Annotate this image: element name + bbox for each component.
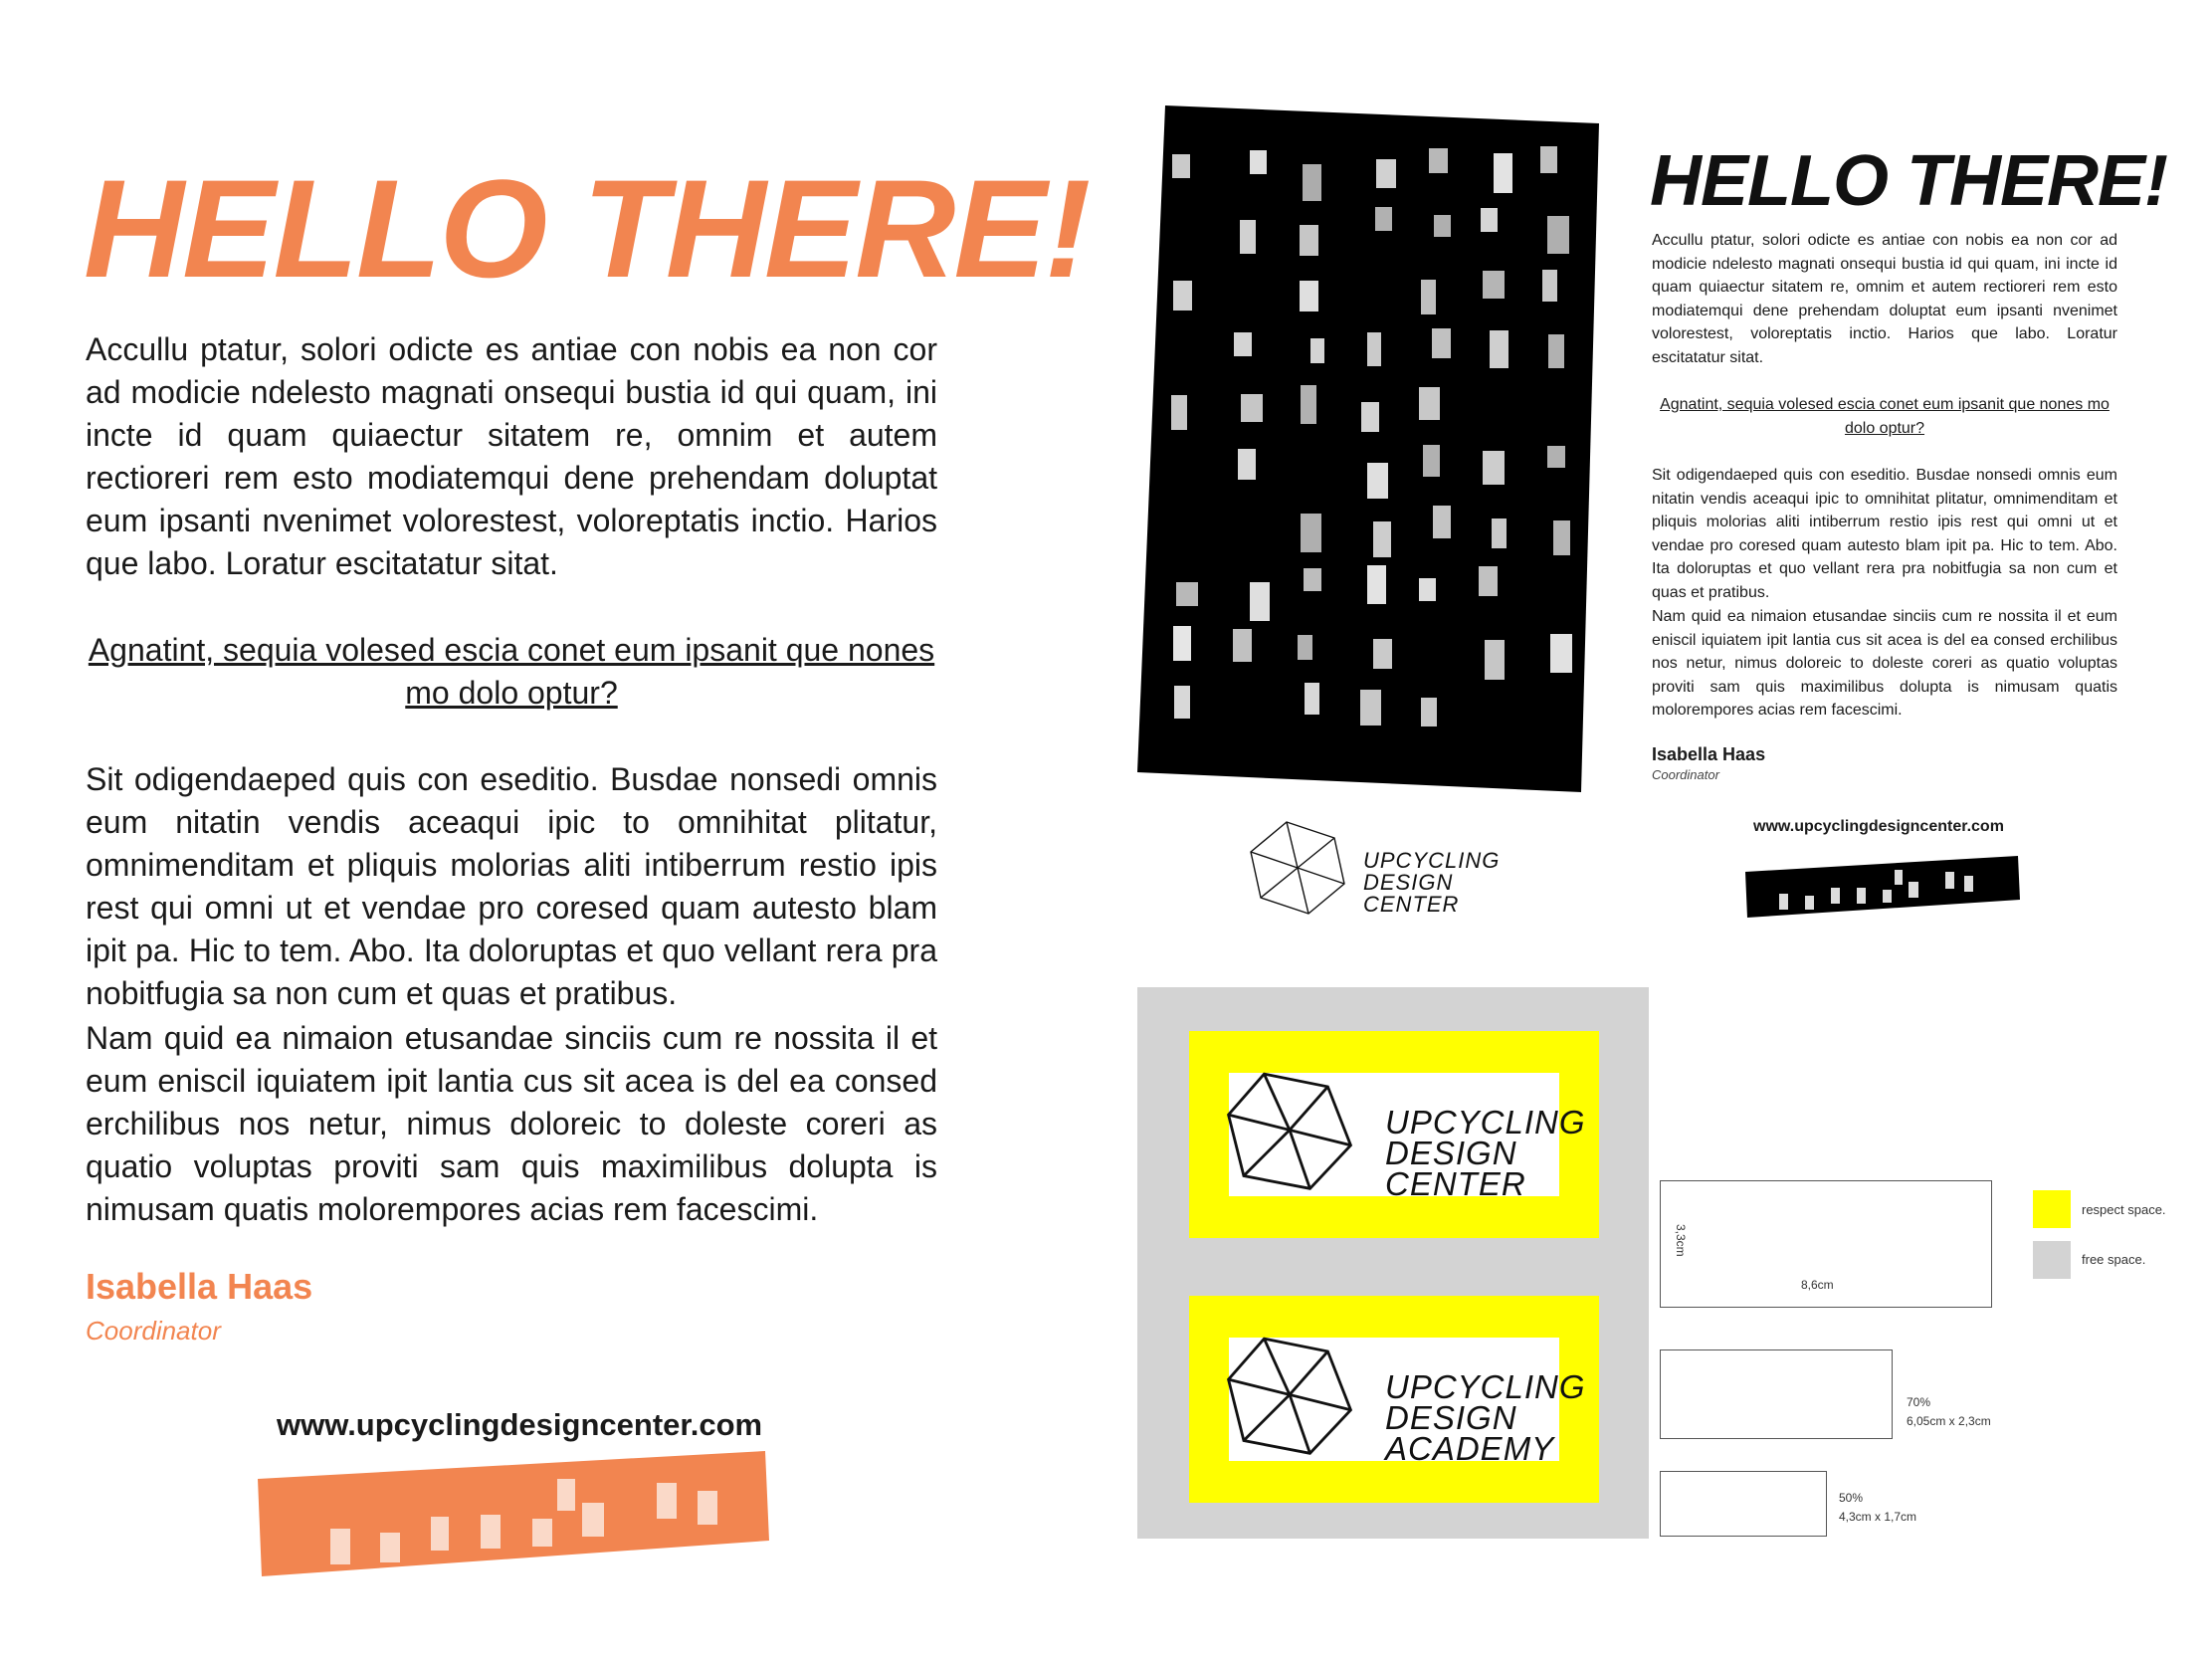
poster-brush-mark [1432, 328, 1451, 358]
poster-brush-mark [1300, 281, 1318, 311]
poster-brush-mark [1373, 521, 1391, 557]
intro-paragraph: Accullu ptatur, solori odicte es antiae con nobis ea non cor ad modicie ndelesto magnati onsequi bustia id qui quam, ini incte id quam quiaectur sitatem re, omnim et autem rectioreri rem esto modiatemqui dene prehendam doluptat eum ipsanti nvenimet volorestest, voloreptatis inctio. Harios que labo. Loratur escitatatur sitat. [86, 331, 937, 581]
flyer-intro-paragraph: Accullu ptatur, solori odicte es antiae con nobis ea non cor ad modicie ndelesto magnati onsequi bustia id qui quam, ini incte id quam quiaectur sitatem re, omnim et autem rectioreri rem esto modiatemqui dene prehendam doluptat eum ipsanti nvenimet volorestest, voloreptatis inctio. Harios que labo. Loratur escitatatur sitat. [1652, 232, 2117, 366]
size-spec-50 [1660, 1471, 1827, 1537]
hexagon-logo-icon [1226, 1334, 1353, 1461]
poster-brush-mark [1421, 698, 1437, 726]
poster-brush-mark [1301, 385, 1316, 424]
website-link[interactable]: www.upcyclingdesigncenter.com [277, 1407, 763, 1442]
poster-brush-mark [1361, 402, 1379, 432]
flyer-body-paragraph: Sit odigendaeped quis con eseditio. Busdae nonsedi omnis eum nitatin vendis aceaqui ipic to omnihitat plitatur, omnimenditam et pliquis molorias aliti intiberrum restio ipis rest qui omni ut et vendae pro coresed quam autesto blam ipit pa. Hic to tem. Abo. Ita doloruptas et quo vellant rera pra nobitfugia sa non cum et quas et pratibus. [1652, 467, 2117, 601]
poster-brush-mark [1176, 582, 1198, 606]
poster-brush-mark [1429, 148, 1448, 173]
poster-brush-mark [1300, 225, 1318, 256]
poster-brush-mark [1360, 690, 1381, 726]
poster-brush-mark [1542, 270, 1557, 302]
poster-brush-mark [1304, 568, 1321, 591]
poster-brush-mark [1171, 395, 1187, 430]
poster-brush-mark [1367, 332, 1381, 366]
flyer-author-name: Isabella Haas [1652, 744, 1766, 764]
orange-pattern-strip [254, 1445, 771, 1584]
spec-width-label: 8,6cm [1801, 1278, 1834, 1292]
poster-brush-mark [1419, 578, 1436, 601]
poster-brush-mark [1301, 514, 1321, 552]
poster-brush-mark [1250, 150, 1267, 174]
black-pattern-strip [1743, 854, 2022, 920]
poster-brush-mark [1547, 216, 1569, 254]
author-role: Coordinator [86, 1316, 221, 1346]
poster-brush-mark [1173, 281, 1192, 311]
hexagon-logo-icon [1249, 818, 1348, 918]
flyer-author-role: Coordinator [1652, 767, 1719, 782]
poster-brush-mark [1310, 338, 1324, 363]
poster-brush-mark [1298, 635, 1312, 660]
poster-brush-mark [1240, 220, 1256, 254]
respect-space-swatch [2033, 1190, 2071, 1228]
poster-pattern-image [1137, 105, 1607, 792]
poster-brush-mark [1174, 686, 1190, 719]
poster-brush-mark [1376, 159, 1396, 188]
poster-brush-mark [1483, 271, 1505, 299]
poster-brush-mark [1172, 154, 1190, 178]
poster-brush-mark [1481, 208, 1498, 232]
spec-height-label: 3,3cm [1674, 1224, 1688, 1257]
free-space-swatch [2033, 1241, 2071, 1279]
poster-brush-mark [1373, 639, 1392, 669]
poster-brush-mark [1375, 207, 1392, 231]
logo-line: DESIGN [1385, 1135, 1517, 1171]
page-headline: HELLO THERE! [84, 150, 1090, 307]
logo-line: UPCYCLING [1363, 848, 1501, 873]
poster-brush-mark [1238, 449, 1256, 480]
poster-brush-mark [1434, 215, 1451, 237]
body-paragraph: Nam quid ea nimaion etusandae sinciis cum re nossita il et eum eniscil iquiatem ipit lantia cus sit acea is del ea consed erchilibus nos netur, nimus doloreic to doleste coreri as quatio voluptas proviti sam quis maximilibus dolupta is nimusam quatis molorempores acias rem facescimi. [86, 1020, 937, 1227]
logo-line: CENTER [1363, 892, 1460, 917]
logo-line: UPCYCLING [1385, 1368, 1586, 1405]
poster-brush-mark [1419, 387, 1440, 420]
flyer-question-text: Agnatint, sequia volesed escia conet eum ipsanit que nones mo dolo optur? [1660, 396, 2110, 437]
poster-brush-mark [1421, 280, 1436, 314]
poster-brush-mark [1241, 394, 1263, 422]
body-paragraph: Sit odigendaeped quis con eseditio. Busdae nonsedi omnis eum nitatin vendis aceaqui ipic to omnihitat plitatur, omnimenditam et pliquis molorias aliti intiberrum restio ipis rest qui omni ut et vendae pro coresed quam autesto blam ipit pa. Hic to tem. Abo. Ita doloruptas et quo vellant rera pra nobitfugia sa non cum et quas et pratibus. [86, 761, 937, 1011]
free-space-label: free space. [2082, 1252, 2146, 1267]
respect-space-label: respect space. [2082, 1202, 2166, 1217]
board-wordmark [1385, 1368, 1586, 1467]
poster-brush-mark [1303, 164, 1321, 201]
poster-brush-mark [1173, 626, 1191, 661]
poster-brush-mark [1250, 582, 1270, 621]
poster-brush-mark [1234, 332, 1252, 356]
poster-brush-mark [1305, 683, 1319, 715]
author-name: Isabella Haas [86, 1266, 313, 1307]
board-wordmark [1385, 1104, 1586, 1202]
poster-brush-mark [1547, 446, 1565, 468]
question-text: Agnatint, sequia volesed escia conet eum ipsanit que nones mo dolo optur? [88, 632, 935, 711]
poster-brush-mark [1423, 445, 1440, 477]
spec-dims-label: 4,3cm x 1,7cm [1839, 1510, 1917, 1524]
poster-brush-mark [1540, 146, 1557, 173]
poster-brush-mark [1492, 518, 1507, 548]
poster-brush-mark [1550, 634, 1572, 673]
poster-brush-mark [1433, 506, 1451, 538]
poster-brush-mark [1367, 463, 1388, 499]
poster-brush-mark [1479, 566, 1498, 596]
logo-line: DESIGN [1385, 1399, 1517, 1436]
flyer-website-link[interactable]: www.upcyclingdesigncenter.com [1753, 818, 2004, 835]
logo-wordmark [1363, 850, 1500, 916]
flyer-headline: HELLO THERE! [1650, 141, 2167, 221]
flyer-body-paragraph: Nam quid ea nimaion etusandae sinciis cum re nossita il et eum eniscil iquiatem ipit lantia cus sit acea is del ea consed erchilibus nos netur, nimus doloreic to doleste coreri as quatio voluptas proviti sam quis maximilibus dolupta is nimusam quatis molorempores acias rem facescimi. [1652, 608, 2117, 719]
spec-percent-label: 70% [1907, 1395, 1931, 1409]
poster-brush-mark [1490, 330, 1508, 368]
poster-brush-mark [1553, 520, 1570, 555]
logo-line: ACADEMY [1385, 1430, 1555, 1467]
size-spec-70 [1660, 1349, 1893, 1439]
spec-percent-label: 50% [1839, 1491, 1864, 1505]
poster-brush-mark [1233, 629, 1252, 662]
poster-brush-mark [1485, 640, 1505, 680]
spec-dims-label: 6,05cm x 2,3cm [1907, 1414, 1991, 1428]
logo-line: UPCYCLING [1385, 1104, 1586, 1141]
poster-brush-mark [1548, 334, 1564, 368]
poster-brush-mark [1367, 565, 1386, 604]
poster-brush-mark [1483, 451, 1505, 485]
hexagon-logo-icon [1226, 1069, 1353, 1196]
logo-line: CENTER [1385, 1165, 1526, 1202]
logo-line: DESIGN [1363, 870, 1454, 895]
poster-brush-mark [1494, 153, 1512, 193]
